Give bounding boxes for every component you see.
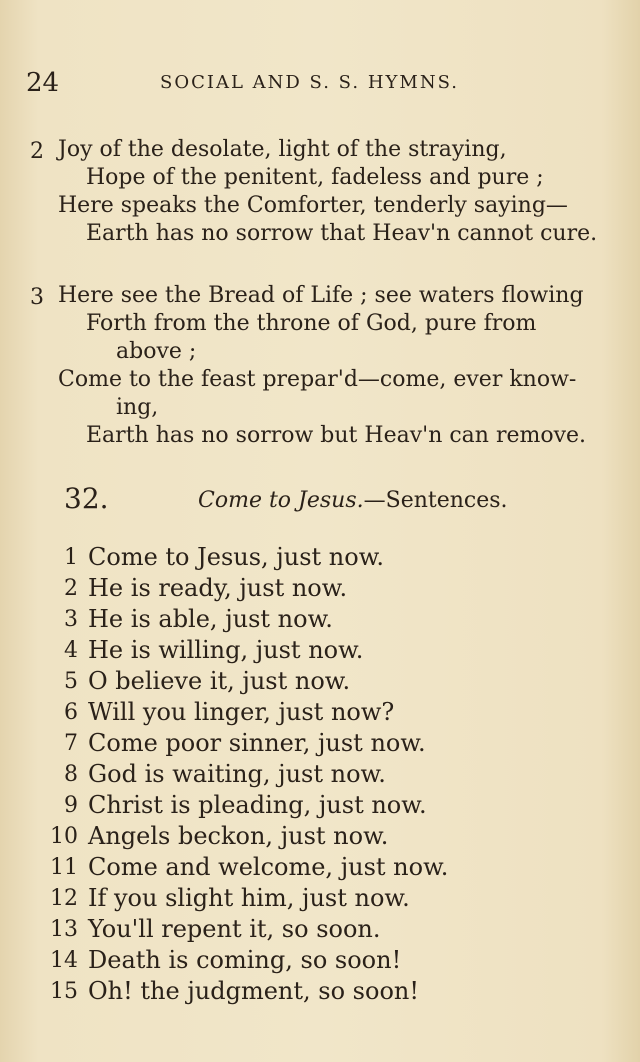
hymn-title-italic: Come to Jesus. <box>198 488 364 513</box>
sentence-text: Death is coming, so soon! <box>88 946 402 974</box>
stanza-line-text: Come to the feast prepar'd—come, ever know- <box>58 367 577 392</box>
sentence-number: 14 <box>50 948 78 973</box>
stanza-line-text: Forth from the throne of God, pure from <box>86 311 537 336</box>
stanza-line <box>30 366 626 394</box>
hymn-title-rest: —Sentences. <box>363 488 508 513</box>
sentence-line <box>40 852 620 883</box>
stanza-line-text: Hope of the penitent, fadeless and pure ; <box>86 165 544 190</box>
sentence-text: You'll repent it, so soon. <box>88 915 381 943</box>
stanza-line-text: Earth has no sorrow but Heav'n can remove. <box>86 423 587 448</box>
sentence-number: 2 <box>64 576 78 601</box>
stanza-line-text: above ; <box>116 339 197 364</box>
stanza-line <box>30 310 626 338</box>
sentence-line <box>40 914 620 945</box>
stanza-line <box>30 164 626 192</box>
stanza-line-text: Here speaks the Comforter, tenderly saying— <box>58 193 568 218</box>
stanza-line <box>30 220 626 248</box>
sentence-number: 4 <box>64 638 78 663</box>
sentence-line <box>40 728 620 759</box>
sentence-number: 5 <box>64 669 78 694</box>
sentence-number: 10 <box>50 824 78 849</box>
sentence-text: If you slight him, just now. <box>88 884 410 912</box>
sentence-line <box>40 821 620 852</box>
stanza-line <box>30 192 626 220</box>
hymn-title <box>198 488 508 513</box>
sentence-line <box>40 573 620 604</box>
page-number: 24 <box>26 68 60 98</box>
sentence-text: Come poor sinner, just now. <box>88 729 426 757</box>
sentence-line <box>40 542 620 573</box>
sentence-number: 12 <box>50 886 78 911</box>
sentence-line <box>40 666 620 697</box>
stanza-line-text: ing, <box>116 395 159 420</box>
sentence-text: God is waiting, just now. <box>88 760 386 788</box>
stanza-line-text: Joy of the desolate, light of the straying, <box>58 137 507 162</box>
sentence-line <box>40 604 620 635</box>
sentence-text: He is ready, just now. <box>88 574 348 602</box>
sentence-list <box>40 542 620 1007</box>
sentence-number: 1 <box>64 545 78 570</box>
sentence-line <box>40 697 620 728</box>
sentence-text: He is able, just now. <box>88 605 333 633</box>
stanza-3 <box>30 282 626 450</box>
sentence-number: 11 <box>50 855 78 880</box>
sentence-number: 8 <box>64 762 78 787</box>
stanza-number: 3 <box>30 285 44 310</box>
hymn-number: 32. <box>64 482 109 515</box>
sentence-number: 9 <box>64 793 78 818</box>
running-head: SOCIAL AND S. S. HYMNS. <box>160 72 459 93</box>
stanza-number: 2 <box>30 139 44 164</box>
stanza-line-text: Earth has no sorrow that Heav'n cannot cure. <box>86 221 598 246</box>
stanza-line <box>30 394 626 422</box>
sentence-line <box>40 976 620 1007</box>
sentence-text: Will you linger, just now? <box>88 698 395 726</box>
sentence-line <box>40 790 620 821</box>
stanza-line <box>30 282 626 310</box>
sentence-number: 7 <box>64 731 78 756</box>
sentence-text: He is willing, just now. <box>88 636 364 664</box>
sentence-text: Come to Jesus, just now. <box>88 543 385 571</box>
hymn-heading <box>64 482 620 518</box>
sentence-text: Angels beckon, just now. <box>88 822 389 850</box>
sentence-number: 13 <box>50 917 78 942</box>
sentence-number: 6 <box>64 700 78 725</box>
sentence-text: Oh! the judgment, so soon! <box>88 977 419 1005</box>
sentence-text: O believe it, just now. <box>88 667 351 695</box>
sentence-line <box>40 635 620 666</box>
stanza-line <box>30 338 626 366</box>
sentence-text: Christ is pleading, just now. <box>88 791 427 819</box>
page-header <box>26 68 600 102</box>
stanza-line <box>30 422 626 450</box>
sentence-number: 3 <box>64 607 78 632</box>
stanza-line-text: Here see the Bread of Life ; see waters flowing <box>58 283 584 308</box>
sentence-text: Come and welcome, just now. <box>88 853 449 881</box>
sentence-line <box>40 759 620 790</box>
stanza-line <box>30 136 626 164</box>
sentence-number: 15 <box>50 979 78 1004</box>
sentence-line <box>40 945 620 976</box>
stanza-2 <box>30 136 626 248</box>
sentence-line <box>40 883 620 914</box>
